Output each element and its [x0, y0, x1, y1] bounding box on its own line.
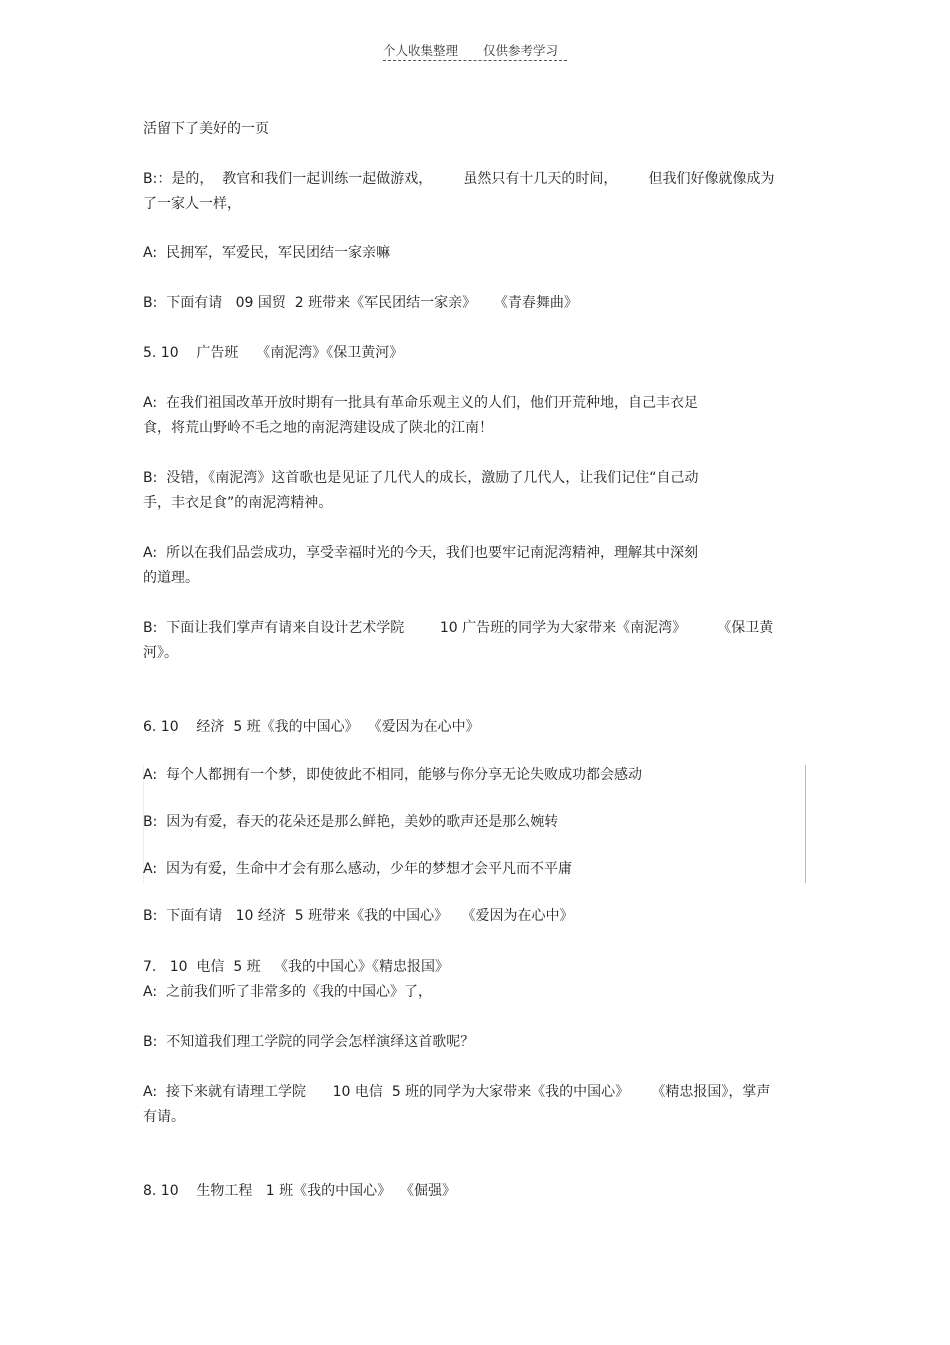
text-line: 5. 10 广告班 《南泥湾》《保卫黄河》 — [143, 345, 404, 361]
text-line: A: 因为有爱，生命中才会有那么感动，少年的梦想才会平凡而不平庸 — [143, 861, 572, 877]
text-line: B: 不知道我们理工学院的同学会怎样演绎这首歌呢？ — [143, 1034, 475, 1050]
page-header — [383, 40, 567, 61]
text-line: B: 因为有爱，春天的花朵还是那么鲜艳，美妙的歌声还是那么婉转 — [143, 814, 559, 830]
text-line: 河》。 — [143, 645, 178, 661]
text-line: 手，丰衣足食”的南泥湾精神。 — [143, 495, 333, 511]
right-rule — [805, 765, 806, 883]
text-line: 8. 10 生物工程 1 班《我的中国心》 《倔强》 — [143, 1183, 457, 1199]
text-line: B: 没错，《南泥湾》这首歌也是见证了几代人的成长，激励了几代人，让我们记住“自己动 — [143, 470, 699, 486]
text-line: 了一家人一样， — [143, 196, 241, 212]
text-line: A: 民拥军，军爱民，军民团结一家亲嘛 — [143, 245, 390, 261]
text-line: 7. 10 电信 5 班 《我的中国心》《精忠报国》 — [143, 959, 450, 975]
text-line: A: 在我们祖国改革开放时期有一批具有革命乐观主义的人们，他们开荒种地，自己丰衣足 — [143, 395, 698, 411]
text-line: A: 接下来就有请理工学院 10 电信 5 班的同学为大家带来《我的中国心》 《精忠报国》，掌声 — [143, 1084, 771, 1100]
text-line: 活留下了美好的一页 — [143, 121, 269, 137]
text-line: B: 下面有请 10 经济 5 班带来《我的中国心》 《爱因为在心中》 — [143, 908, 574, 924]
text-line: B: 下面有请 09 国贸 2 班带来《军民团结一家亲》 《青春舞曲》 — [143, 295, 578, 311]
header-left-text: 个人收集整理 — [383, 43, 459, 58]
text-line: 食，将荒山野岭不毛之地的南泥湾建设成了陕北的江南！ — [143, 420, 493, 436]
text-line: 6. 10 经济 5 班《我的中国心》 《爱因为在心中》 — [143, 719, 480, 735]
text-line: B: 下面让我们掌声有请来自设计艺术学院 10 广告班的同学为大家带来《南泥湾》 《保卫黄 — [143, 620, 774, 636]
text-line: A: 所以在我们品尝成功，享受幸福时光的今天，我们也要牢记南泥湾精神，理解其中深刻 — [143, 545, 698, 561]
text-line: A: 每个人都拥有一个梦，即使彼此不相同，能够与你分享无论失败成功都会感动 — [143, 767, 642, 783]
text-line: B:：是的， 教官和我们一起训练一起做游戏， 虽然只有十几天的时间， 但我们好像就像成为 — [143, 171, 775, 187]
text-line: A: 之前我们听了非常多的《我的中国心》了， — [143, 984, 432, 1000]
text-line: 的道理。 — [143, 570, 199, 586]
header-right-text: 仅供参考学习 — [483, 43, 559, 58]
text-line: 有请。 — [143, 1109, 185, 1125]
